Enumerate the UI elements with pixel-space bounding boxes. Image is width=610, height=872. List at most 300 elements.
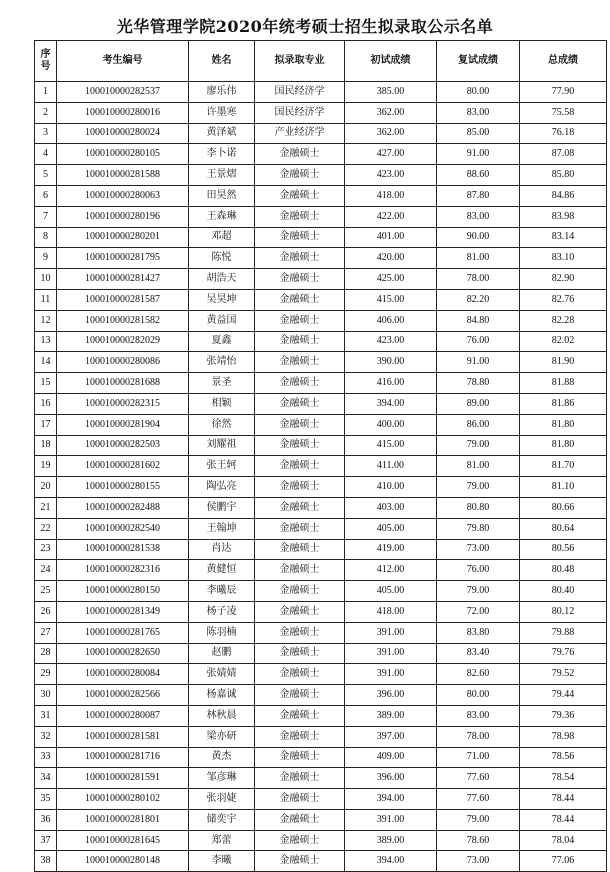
cell-candidate-id: 100010000281591 xyxy=(57,768,189,789)
cell-major: 国民经济学 xyxy=(255,102,345,123)
cell-seq: 19 xyxy=(35,456,57,477)
table-row xyxy=(35,82,607,103)
header-seq xyxy=(35,41,57,82)
cell-major: 金融硕士 xyxy=(255,643,345,664)
cell-retest-score: 77.60 xyxy=(437,789,520,810)
table-row xyxy=(35,830,607,851)
cell-retest-score: 71.00 xyxy=(437,747,520,768)
cell-initial-score: 409.00 xyxy=(345,747,437,768)
header-initial-score: 初试成绩 xyxy=(345,41,437,82)
cell-initial-score: 415.00 xyxy=(345,289,437,310)
cell-seq: 12 xyxy=(35,310,57,331)
cell-initial-score: 396.00 xyxy=(345,685,437,706)
cell-name: 王森琳 xyxy=(189,206,255,227)
cell-initial-score: 389.00 xyxy=(345,705,437,726)
cell-name: 赵鹏 xyxy=(189,643,255,664)
cell-total-score: 81.80 xyxy=(520,435,607,456)
cell-total-score: 80.66 xyxy=(520,497,607,518)
cell-seq: 32 xyxy=(35,726,57,747)
cell-major: 金融硕士 xyxy=(255,373,345,394)
cell-initial-score: 415.00 xyxy=(345,435,437,456)
cell-retest-score: 88.60 xyxy=(437,165,520,186)
cell-candidate-id: 100010000282537 xyxy=(57,82,189,103)
cell-retest-score: 85.00 xyxy=(437,123,520,144)
cell-major: 金融硕士 xyxy=(255,518,345,539)
cell-initial-score: 401.00 xyxy=(345,227,437,248)
cell-name: 肖达 xyxy=(189,539,255,560)
cell-name: 吴昊坤 xyxy=(189,289,255,310)
table-row xyxy=(35,664,607,685)
cell-retest-score: 73.00 xyxy=(437,539,520,560)
cell-total-score: 83.14 xyxy=(520,227,607,248)
table-row xyxy=(35,331,607,352)
cell-initial-score: 418.00 xyxy=(345,601,437,622)
cell-total-score: 80.40 xyxy=(520,581,607,602)
cell-name: 李卜诺 xyxy=(189,144,255,165)
cell-retest-score: 76.00 xyxy=(437,331,520,352)
table-row xyxy=(35,165,607,186)
cell-initial-score: 405.00 xyxy=(345,581,437,602)
cell-seq: 37 xyxy=(35,830,57,851)
cell-major: 金融硕士 xyxy=(255,685,345,706)
cell-seq: 3 xyxy=(35,123,57,144)
cell-seq: 29 xyxy=(35,664,57,685)
cell-name: 廖乐伟 xyxy=(189,82,255,103)
cell-total-score: 87.08 xyxy=(520,144,607,165)
cell-seq: 14 xyxy=(35,352,57,373)
cell-name: 梁亦研 xyxy=(189,726,255,747)
cell-retest-score: 78.00 xyxy=(437,269,520,290)
cell-candidate-id: 100010000280150 xyxy=(57,581,189,602)
header-major: 拟录取专业 xyxy=(255,41,345,82)
cell-retest-score: 73.00 xyxy=(437,851,520,872)
header-name: 姓名 xyxy=(189,41,255,82)
cell-seq: 20 xyxy=(35,477,57,498)
cell-major: 金融硕士 xyxy=(255,809,345,830)
cell-candidate-id: 100010000281795 xyxy=(57,248,189,269)
cell-major: 金融硕士 xyxy=(255,206,345,227)
cell-retest-score: 84.80 xyxy=(437,310,520,331)
table-row xyxy=(35,144,607,165)
cell-candidate-id: 100010000282315 xyxy=(57,393,189,414)
table-row xyxy=(35,227,607,248)
table-row xyxy=(35,310,607,331)
cell-major: 金融硕士 xyxy=(255,289,345,310)
cell-seq: 13 xyxy=(35,331,57,352)
cell-retest-score: 78.00 xyxy=(437,726,520,747)
cell-total-score: 81.90 xyxy=(520,352,607,373)
cell-retest-score: 78.60 xyxy=(437,830,520,851)
cell-candidate-id: 100010000282566 xyxy=(57,685,189,706)
cell-retest-score: 80.00 xyxy=(437,82,520,103)
cell-initial-score: 423.00 xyxy=(345,331,437,352)
cell-retest-score: 81.00 xyxy=(437,248,520,269)
cell-major: 金融硕士 xyxy=(255,331,345,352)
cell-seq: 27 xyxy=(35,622,57,643)
cell-candidate-id: 100010000282503 xyxy=(57,435,189,456)
table-row xyxy=(35,643,607,664)
cell-total-score: 82.28 xyxy=(520,310,607,331)
cell-initial-score: 391.00 xyxy=(345,664,437,685)
cell-retest-score: 77.60 xyxy=(437,768,520,789)
cell-major: 金融硕士 xyxy=(255,768,345,789)
cell-candidate-id: 100010000281688 xyxy=(57,373,189,394)
cell-major: 金融硕士 xyxy=(255,539,345,560)
cell-name: 胡浩天 xyxy=(189,269,255,290)
cell-candidate-id: 100010000281588 xyxy=(57,165,189,186)
cell-initial-score: 412.00 xyxy=(345,560,437,581)
cell-major: 金融硕士 xyxy=(255,497,345,518)
cell-major: 金融硕士 xyxy=(255,747,345,768)
cell-major: 金融硕士 xyxy=(255,414,345,435)
cell-major: 金融硕士 xyxy=(255,705,345,726)
cell-name: 黄健恒 xyxy=(189,560,255,581)
header-total-score: 总成绩 xyxy=(520,41,607,82)
cell-name: 王翰坤 xyxy=(189,518,255,539)
cell-name: 陶弘亮 xyxy=(189,477,255,498)
cell-retest-score: 89.00 xyxy=(437,393,520,414)
cell-seq: 16 xyxy=(35,393,57,414)
cell-retest-score: 83.40 xyxy=(437,643,520,664)
table-row xyxy=(35,206,607,227)
cell-initial-score: 391.00 xyxy=(345,622,437,643)
cell-name: 张羽婕 xyxy=(189,789,255,810)
cell-total-score: 78.54 xyxy=(520,768,607,789)
cell-name: 林秋晨 xyxy=(189,705,255,726)
cell-total-score: 81.86 xyxy=(520,393,607,414)
cell-seq: 11 xyxy=(35,289,57,310)
cell-candidate-id: 100010000280148 xyxy=(57,851,189,872)
cell-name: 邓超 xyxy=(189,227,255,248)
cell-total-score: 85.80 xyxy=(520,165,607,186)
cell-retest-score: 83.00 xyxy=(437,206,520,227)
cell-candidate-id: 100010000280063 xyxy=(57,185,189,206)
cell-retest-score: 83.00 xyxy=(437,705,520,726)
cell-initial-score: 397.00 xyxy=(345,726,437,747)
table-row xyxy=(35,373,607,394)
cell-seq: 22 xyxy=(35,518,57,539)
cell-name: 田昊然 xyxy=(189,185,255,206)
cell-total-score: 78.04 xyxy=(520,830,607,851)
cell-candidate-id: 100010000282029 xyxy=(57,331,189,352)
cell-seq: 2 xyxy=(35,102,57,123)
header-seq-line2: 号 xyxy=(40,61,51,72)
cell-total-score: 84.86 xyxy=(520,185,607,206)
cell-initial-score: 406.00 xyxy=(345,310,437,331)
cell-name: 黄杰 xyxy=(189,747,255,768)
cell-candidate-id: 100010000281582 xyxy=(57,310,189,331)
cell-major: 金融硕士 xyxy=(255,851,345,872)
cell-candidate-id: 100010000280155 xyxy=(57,477,189,498)
cell-candidate-id: 100010000280196 xyxy=(57,206,189,227)
cell-total-score: 76.18 xyxy=(520,123,607,144)
cell-major: 金融硕士 xyxy=(255,269,345,290)
cell-initial-score: 427.00 xyxy=(345,144,437,165)
cell-name: 相颖 xyxy=(189,393,255,414)
cell-total-score: 80.64 xyxy=(520,518,607,539)
table-row xyxy=(35,185,607,206)
cell-candidate-id: 100010000282540 xyxy=(57,518,189,539)
table-row xyxy=(35,414,607,435)
table-row xyxy=(35,352,607,373)
cell-total-score: 80.56 xyxy=(520,539,607,560)
cell-seq: 34 xyxy=(35,768,57,789)
table-row xyxy=(35,289,607,310)
header-seq-line1: 序 xyxy=(40,49,51,60)
cell-major: 金融硕士 xyxy=(255,477,345,498)
cell-total-score: 81.10 xyxy=(520,477,607,498)
cell-initial-score: 362.00 xyxy=(345,123,437,144)
cell-name: 侯鹏宇 xyxy=(189,497,255,518)
table-row xyxy=(35,269,607,290)
table-row xyxy=(35,581,607,602)
cell-retest-score: 91.00 xyxy=(437,144,520,165)
cell-initial-score: 385.00 xyxy=(345,82,437,103)
cell-initial-score: 410.00 xyxy=(345,477,437,498)
cell-initial-score: 422.00 xyxy=(345,206,437,227)
cell-seq: 31 xyxy=(35,705,57,726)
cell-retest-score: 81.00 xyxy=(437,456,520,477)
cell-name: 李曦 xyxy=(189,851,255,872)
table-row xyxy=(35,622,607,643)
cell-retest-score: 79.00 xyxy=(437,435,520,456)
cell-seq: 8 xyxy=(35,227,57,248)
cell-name: 杨子凌 xyxy=(189,601,255,622)
cell-candidate-id: 100010000281581 xyxy=(57,726,189,747)
table-row xyxy=(35,518,607,539)
cell-name: 景圣 xyxy=(189,373,255,394)
cell-candidate-id: 100010000281602 xyxy=(57,456,189,477)
cell-initial-score: 420.00 xyxy=(345,248,437,269)
cell-seq: 33 xyxy=(35,747,57,768)
table-row xyxy=(35,497,607,518)
cell-initial-score: 389.00 xyxy=(345,830,437,851)
cell-seq: 7 xyxy=(35,206,57,227)
cell-major: 金融硕士 xyxy=(255,248,345,269)
cell-seq: 23 xyxy=(35,539,57,560)
cell-candidate-id: 100010000280087 xyxy=(57,705,189,726)
cell-initial-score: 411.00 xyxy=(345,456,437,477)
cell-name: 郑蕾 xyxy=(189,830,255,851)
cell-candidate-id: 100010000281765 xyxy=(57,622,189,643)
cell-initial-score: 419.00 xyxy=(345,539,437,560)
cell-major: 金融硕士 xyxy=(255,310,345,331)
cell-total-score: 81.80 xyxy=(520,414,607,435)
cell-initial-score: 396.00 xyxy=(345,768,437,789)
cell-major: 金融硕士 xyxy=(255,435,345,456)
cell-total-score: 78.44 xyxy=(520,809,607,830)
cell-major: 金融硕士 xyxy=(255,830,345,851)
cell-seq: 25 xyxy=(35,581,57,602)
cell-total-score: 79.88 xyxy=(520,622,607,643)
cell-candidate-id: 100010000281349 xyxy=(57,601,189,622)
cell-seq: 38 xyxy=(35,851,57,872)
cell-candidate-id: 100010000281427 xyxy=(57,269,189,290)
table-row xyxy=(35,435,607,456)
cell-seq: 15 xyxy=(35,373,57,394)
cell-total-score: 80.48 xyxy=(520,560,607,581)
cell-major: 产业经济学 xyxy=(255,123,345,144)
cell-retest-score: 79.00 xyxy=(437,809,520,830)
cell-seq: 21 xyxy=(35,497,57,518)
cell-candidate-id: 100010000281904 xyxy=(57,414,189,435)
cell-major: 金融硕士 xyxy=(255,622,345,643)
cell-retest-score: 83.80 xyxy=(437,622,520,643)
header-candidate-id: 考生编号 xyxy=(57,41,189,82)
header-retest-score: 复试成绩 xyxy=(437,41,520,82)
cell-initial-score: 423.00 xyxy=(345,165,437,186)
cell-major: 金融硕士 xyxy=(255,352,345,373)
cell-retest-score: 91.00 xyxy=(437,352,520,373)
cell-candidate-id: 100010000281801 xyxy=(57,809,189,830)
cell-seq: 36 xyxy=(35,809,57,830)
table-row xyxy=(35,705,607,726)
cell-seq: 6 xyxy=(35,185,57,206)
cell-candidate-id: 100010000281587 xyxy=(57,289,189,310)
cell-name: 许墨寒 xyxy=(189,102,255,123)
cell-major: 金融硕士 xyxy=(255,456,345,477)
cell-initial-score: 394.00 xyxy=(345,789,437,810)
cell-retest-score: 80.00 xyxy=(437,685,520,706)
cell-seq: 28 xyxy=(35,643,57,664)
table-row xyxy=(35,477,607,498)
cell-total-score: 80.12 xyxy=(520,601,607,622)
cell-retest-score: 79.80 xyxy=(437,518,520,539)
table-body xyxy=(35,82,607,872)
cell-major: 国民经济学 xyxy=(255,82,345,103)
cell-total-score: 82.90 xyxy=(520,269,607,290)
cell-candidate-id: 100010000280016 xyxy=(57,102,189,123)
cell-major: 金融硕士 xyxy=(255,581,345,602)
cell-retest-score: 72.00 xyxy=(437,601,520,622)
cell-name: 张王轲 xyxy=(189,456,255,477)
cell-total-score: 79.44 xyxy=(520,685,607,706)
table-row xyxy=(35,789,607,810)
table-header-row xyxy=(35,41,607,82)
cell-name: 陈羽楠 xyxy=(189,622,255,643)
cell-candidate-id: 100010000280086 xyxy=(57,352,189,373)
cell-major: 金融硕士 xyxy=(255,560,345,581)
cell-initial-score: 400.00 xyxy=(345,414,437,435)
cell-initial-score: 390.00 xyxy=(345,352,437,373)
cell-name: 邹彦琳 xyxy=(189,768,255,789)
cell-retest-score: 82.60 xyxy=(437,664,520,685)
cell-name: 陈悦 xyxy=(189,248,255,269)
cell-seq: 26 xyxy=(35,601,57,622)
table-row xyxy=(35,851,607,872)
cell-retest-score: 78.80 xyxy=(437,373,520,394)
cell-retest-score: 79.00 xyxy=(437,581,520,602)
cell-name: 夏鑫 xyxy=(189,331,255,352)
cell-initial-score: 425.00 xyxy=(345,269,437,290)
cell-seq: 35 xyxy=(35,789,57,810)
cell-name: 杨嘉诚 xyxy=(189,685,255,706)
cell-seq: 24 xyxy=(35,560,57,581)
cell-candidate-id: 100010000282650 xyxy=(57,643,189,664)
cell-retest-score: 86.00 xyxy=(437,414,520,435)
document-title: 光华管理学院2020年统考硕士招生拟录取公示名单 xyxy=(116,17,494,36)
table-row xyxy=(35,809,607,830)
cell-seq: 9 xyxy=(35,248,57,269)
cell-total-score: 77.06 xyxy=(520,851,607,872)
cell-candidate-id: 100010000281645 xyxy=(57,830,189,851)
cell-total-score: 81.70 xyxy=(520,456,607,477)
cell-major: 金融硕士 xyxy=(255,185,345,206)
cell-name: 黄泽斌 xyxy=(189,123,255,144)
cell-candidate-id: 100010000280024 xyxy=(57,123,189,144)
cell-major: 金融硕士 xyxy=(255,726,345,747)
cell-candidate-id: 100010000282316 xyxy=(57,560,189,581)
cell-seq: 10 xyxy=(35,269,57,290)
cell-total-score: 79.52 xyxy=(520,664,607,685)
cell-candidate-id: 100010000280201 xyxy=(57,227,189,248)
table-row xyxy=(35,685,607,706)
table-row xyxy=(35,726,607,747)
cell-retest-score: 76.00 xyxy=(437,560,520,581)
table-row xyxy=(35,393,607,414)
cell-major: 金融硕士 xyxy=(255,393,345,414)
cell-initial-score: 391.00 xyxy=(345,809,437,830)
cell-total-score: 81.88 xyxy=(520,373,607,394)
cell-name: 徐然 xyxy=(189,414,255,435)
cell-candidate-id: 100010000282488 xyxy=(57,497,189,518)
cell-retest-score: 90.00 xyxy=(437,227,520,248)
cell-initial-score: 394.00 xyxy=(345,393,437,414)
cell-retest-score: 87.80 xyxy=(437,185,520,206)
cell-total-score: 82.76 xyxy=(520,289,607,310)
table-row xyxy=(35,747,607,768)
cell-total-score: 83.98 xyxy=(520,206,607,227)
cell-name: 张靖怡 xyxy=(189,352,255,373)
table-row xyxy=(35,601,607,622)
cell-total-score: 78.98 xyxy=(520,726,607,747)
admission-table xyxy=(34,40,607,872)
cell-total-score: 78.44 xyxy=(520,789,607,810)
cell-total-score: 75.58 xyxy=(520,102,607,123)
cell-seq: 4 xyxy=(35,144,57,165)
cell-seq: 18 xyxy=(35,435,57,456)
cell-major: 金融硕士 xyxy=(255,165,345,186)
cell-total-score: 83.10 xyxy=(520,248,607,269)
cell-name: 张婧婧 xyxy=(189,664,255,685)
cell-total-score: 79.36 xyxy=(520,705,607,726)
table-row xyxy=(35,456,607,477)
table-row xyxy=(35,102,607,123)
cell-candidate-id: 100010000280105 xyxy=(57,144,189,165)
cell-initial-score: 416.00 xyxy=(345,373,437,394)
cell-retest-score: 83.00 xyxy=(437,102,520,123)
cell-total-score: 77.90 xyxy=(520,82,607,103)
cell-candidate-id: 100010000280102 xyxy=(57,789,189,810)
cell-candidate-id: 100010000281716 xyxy=(57,747,189,768)
cell-major: 金融硕士 xyxy=(255,144,345,165)
cell-name: 李曦辰 xyxy=(189,581,255,602)
cell-retest-score: 80.80 xyxy=(437,497,520,518)
cell-seq: 1 xyxy=(35,82,57,103)
table-row xyxy=(35,768,607,789)
cell-initial-score: 394.00 xyxy=(345,851,437,872)
cell-major: 金融硕士 xyxy=(255,601,345,622)
cell-total-score: 82.02 xyxy=(520,331,607,352)
cell-retest-score: 79.00 xyxy=(437,477,520,498)
cell-candidate-id: 100010000281538 xyxy=(57,539,189,560)
cell-seq: 30 xyxy=(35,685,57,706)
cell-initial-score: 391.00 xyxy=(345,643,437,664)
cell-candidate-id: 100010000280084 xyxy=(57,664,189,685)
cell-initial-score: 405.00 xyxy=(345,518,437,539)
cell-initial-score: 362.00 xyxy=(345,102,437,123)
table-row xyxy=(35,539,607,560)
